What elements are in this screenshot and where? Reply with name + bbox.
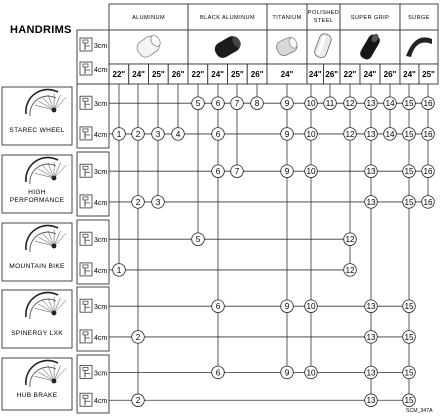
- wheel-name: SPINERGY LXK: [11, 330, 63, 337]
- rim-size-label: 24": [211, 70, 224, 79]
- handrim-option-number: 13: [366, 129, 376, 139]
- handrim-option-number: 12: [345, 129, 355, 139]
- handrim-option-number: 7: [234, 167, 240, 177]
- mount-icon: [80, 96, 92, 109]
- handrim-option-number: 10: [306, 368, 316, 378]
- group-title: POLISHED: [307, 10, 340, 16]
- mount-size-label: 3cm: [94, 237, 108, 245]
- handrim-option-number: 11: [325, 99, 335, 109]
- wheel-card: [2, 358, 72, 410]
- handrim-option-number: 6: [215, 167, 221, 177]
- handrim-option-number: 2: [135, 396, 141, 406]
- rim-size-label: 24": [280, 70, 294, 79]
- handrim-option-number: 9: [284, 129, 290, 139]
- mount-icon: [80, 365, 92, 378]
- handrim-option-number: 13: [366, 99, 376, 109]
- handrim-option-number: 10: [306, 99, 316, 109]
- wheel-name: STAREC WHEEL: [9, 127, 65, 134]
- handrim-option-number: 13: [366, 197, 376, 207]
- handrim-option-number: 9: [284, 302, 290, 312]
- rim-size-label: 22": [343, 70, 357, 79]
- rim-size-label: 24": [403, 70, 416, 79]
- group-title: ALUMINUM: [131, 15, 166, 21]
- handrim-option-number: 13: [366, 368, 376, 378]
- group-title: BLACK ALUMINUM: [199, 15, 256, 21]
- mount-size-label: 4cm: [94, 334, 108, 342]
- handrim-option-number: 12: [345, 235, 355, 245]
- handrim-option-number: 16: [423, 129, 433, 139]
- mount-icon: [80, 330, 92, 343]
- handrim-option-number: 13: [366, 167, 376, 177]
- handrim-option-number: 9: [284, 368, 290, 378]
- mount-icon: [80, 164, 92, 177]
- mount-size-label: 3cm: [94, 304, 108, 312]
- mount-icon: [80, 232, 92, 245]
- handrim-option-number: 3: [155, 197, 161, 207]
- group-title: TITANIUM: [272, 15, 302, 21]
- wheel-name: PERFORMANCE: [9, 197, 65, 204]
- handrim-option-number: 16: [423, 167, 433, 177]
- handrim-option-number: 2: [135, 129, 141, 139]
- figure-code: SCM_347A: [406, 408, 433, 414]
- rim-size-label: 25": [422, 70, 435, 79]
- rim-size-label: 26": [383, 70, 397, 79]
- rim-size-label: 24": [308, 70, 322, 79]
- rim-size-label: 26": [250, 70, 264, 79]
- handrim-option-number: 8: [254, 99, 260, 109]
- handrim-option-number: 1: [116, 265, 122, 275]
- wheel-name: MOUNTAIN BIKE: [9, 263, 65, 270]
- handrim-option-number: 15: [404, 99, 414, 109]
- handrim-option-number: 4: [175, 129, 181, 139]
- mount-icon: [80, 299, 92, 312]
- handrim-option-number: 5: [195, 235, 201, 245]
- wheel-name: HUB BRAKE: [16, 392, 58, 399]
- handrim-option-number: 12: [345, 265, 355, 275]
- handrim-option-number: 2: [135, 332, 141, 342]
- handrim-option-number: 15: [404, 368, 414, 378]
- mount-size-label: 4cm: [94, 398, 108, 406]
- chart-title: HANDRIMS: [10, 24, 72, 36]
- mount-size-label: 3cm: [94, 43, 108, 50]
- rim-size-label: 25": [152, 70, 165, 79]
- rim-size-label: 25": [231, 70, 244, 79]
- wheel-name: HIGH: [28, 189, 46, 196]
- handrim-option-number: 12: [345, 99, 355, 109]
- mount-icon: [80, 195, 92, 208]
- handrim-option-number: 16: [423, 197, 433, 207]
- group-title: STEEL: [313, 18, 334, 24]
- wheel-card: [2, 155, 72, 213]
- group-header-cell: [307, 4, 340, 30]
- mount-size-label: 4cm: [94, 67, 108, 74]
- handrim-option-number: 6: [215, 99, 221, 109]
- group-image-cell: [400, 30, 438, 64]
- rim-size-label: 24": [363, 70, 377, 79]
- handrim-option-number: 15: [404, 332, 414, 342]
- handrim-option-number: 14: [385, 129, 395, 139]
- handrim-option-number: 6: [215, 302, 221, 312]
- mount-size-label: 4cm: [94, 131, 108, 139]
- rim-size-label: 22": [191, 70, 205, 79]
- rim-size-label: 22": [112, 70, 126, 79]
- rim-size-label: 26": [325, 70, 339, 79]
- handrim-option-number: 10: [306, 129, 316, 139]
- handrim-option-number: 15: [404, 302, 414, 312]
- handrim-option-number: 13: [366, 396, 376, 406]
- rim-size-label: 26": [171, 70, 185, 79]
- handrim-option-number: 3: [155, 129, 161, 139]
- handrim-option-number: 15: [404, 129, 414, 139]
- handrim-option-number: 6: [215, 129, 221, 139]
- handrim-option-number: 9: [284, 167, 290, 177]
- mount-icon: [80, 393, 92, 406]
- mount-size-label: 3cm: [94, 370, 108, 378]
- handrim-option-number: 15: [404, 167, 414, 177]
- mount-size-label: 3cm: [94, 101, 108, 109]
- wheel-card: [2, 290, 72, 348]
- mount-icon: [80, 38, 92, 51]
- handrim-option-number: 16: [423, 99, 433, 109]
- handrim-option-number: 5: [195, 99, 201, 109]
- handrim-option-number: 6: [215, 368, 221, 378]
- mount-size-label: 4cm: [94, 267, 108, 275]
- handrim-option-number: 13: [366, 332, 376, 342]
- handrim-option-number: 7: [234, 99, 240, 109]
- handrim-option-number: 15: [404, 197, 414, 207]
- handrim-option-number: 15: [404, 396, 414, 406]
- mount-icon: [80, 127, 92, 140]
- handrim-option-number: 10: [306, 302, 316, 312]
- handrim-option-number: 13: [366, 302, 376, 312]
- mount-icon: [80, 62, 92, 75]
- mount-size-label: 3cm: [94, 169, 108, 177]
- group-title: SUPER GRIP: [350, 15, 390, 21]
- handrim-option-number: 10: [306, 167, 316, 177]
- rim-size-label: 24": [132, 70, 145, 79]
- mount-size-label: 4cm: [94, 199, 108, 207]
- handrim-option-number: 14: [385, 99, 395, 109]
- wheel-card: [2, 223, 72, 281]
- handrim-option-number: 1: [116, 129, 122, 139]
- wheel-card: [2, 87, 72, 145]
- mount-icon: [80, 263, 92, 276]
- group-title: SURGE: [408, 15, 430, 21]
- handrim-option-number: 9: [284, 99, 290, 109]
- handrim-option-number: 2: [135, 197, 141, 207]
